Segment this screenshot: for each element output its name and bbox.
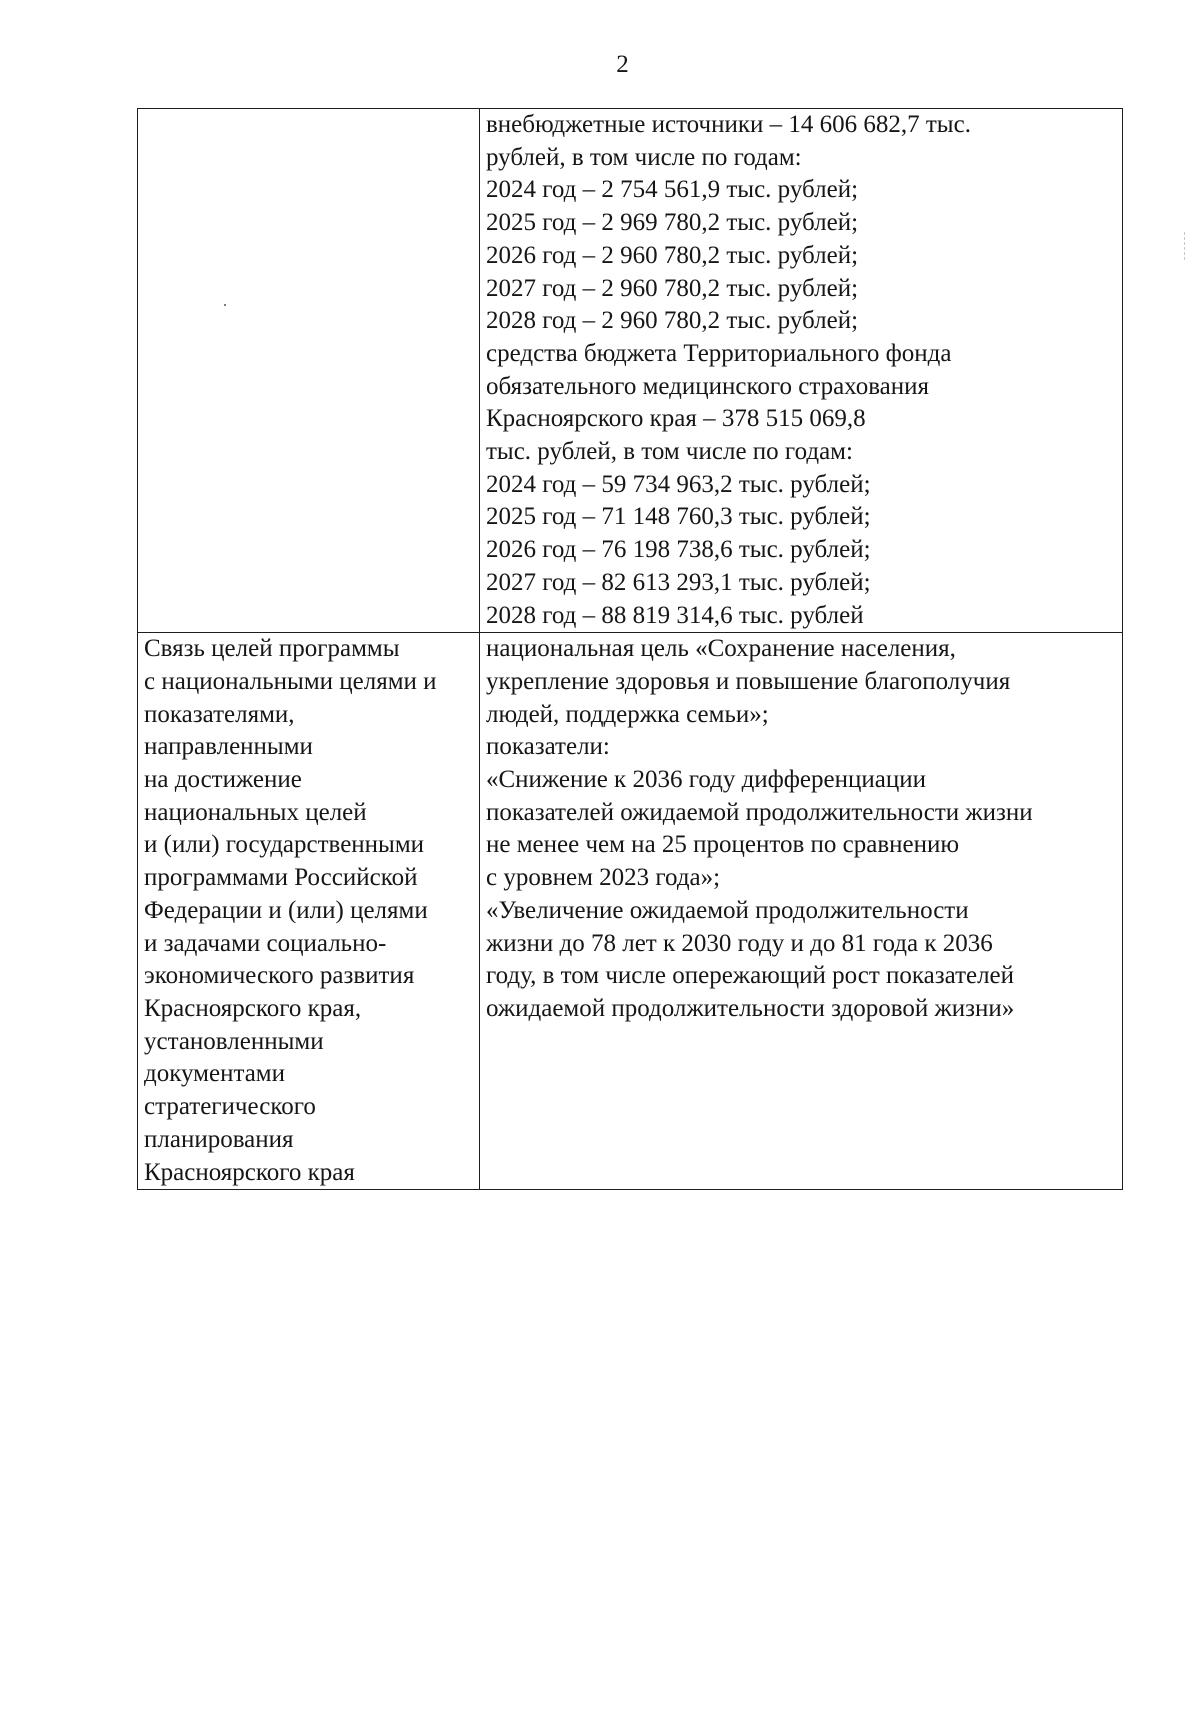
text-line: году, в том числе опережающий рост показателей	[485, 962, 1015, 990]
table-row-financing	[138, 109, 1123, 633]
row2-right-cell	[479, 633, 1122, 1190]
text-line: Красноярского края	[144, 1158, 355, 1186]
text-line: жизни до 78 лет к 2030 году и до 81 года к 2036	[485, 929, 993, 957]
text-line: 2028 год – 2 960 780,2 тыс. рублей;	[485, 307, 859, 335]
text-line: на достижение	[144, 766, 302, 794]
text-line: тыс. рублей, в том числе по годам:	[485, 438, 853, 466]
text-line: направленными	[144, 733, 313, 761]
text-line: стратегического	[144, 1093, 316, 1121]
text-line: Федерации и (или) целями	[144, 896, 428, 924]
text-line: 2024 год – 2 754 561,9 тыс. рублей;	[485, 176, 859, 204]
program-passport-table	[137, 108, 1123, 1190]
text-line: 2027 год – 2 960 780,2 тыс. рублей;	[485, 274, 859, 302]
text-line: ожидаемой продолжительности здоровой жизни»	[485, 994, 1015, 1022]
text-line: средства бюджета Территориального фонда	[485, 339, 952, 367]
text-line: 2025 год – 2 969 780,2 тыс. рублей;	[485, 209, 859, 237]
text-line: Связь целей программы	[144, 635, 400, 663]
text-line: 2024 год – 59 734 963,2 тыс. рублей;	[485, 470, 871, 498]
text-line: 2028 год – 88 819 314,6 тыс. рублей	[485, 601, 864, 629]
text-line: укрепление здоровья и повышение благополучия	[485, 667, 1011, 695]
row2-left-cell	[138, 633, 480, 1190]
text-line: «Увеличение ожидаемой продолжительности	[485, 896, 969, 924]
text-line: внебюджетные источники – 14 606 682,7 тыс.	[485, 111, 971, 138]
text-line: 2025 год – 71 148 760,3 тыс. рублей;	[485, 503, 871, 531]
text-line: с уровнем 2023 года»;	[485, 864, 721, 892]
table-row-national-goals	[138, 633, 1123, 1190]
page-number: 2	[616, 51, 629, 78]
text-line: документами	[144, 1060, 286, 1088]
text-line: национальных целей	[144, 798, 367, 826]
text-line: национальная цель «Сохранение населения,	[485, 635, 956, 663]
text-line: людей, поддержка семьи»;	[485, 700, 769, 728]
text-line: Красноярского края – 378 515 069,8	[485, 405, 866, 433]
text-line: показателей ожидаемой продолжительности жизни	[485, 798, 1033, 826]
row1-left-cell	[138, 109, 480, 633]
text-line: 2027 год – 82 613 293,1 тыс. рублей;	[485, 568, 871, 596]
row1-right-cell	[479, 109, 1122, 633]
text-line: программами Российской	[144, 864, 418, 892]
text-line: с национальными целями и	[144, 667, 437, 695]
text-line: экономического развития	[144, 962, 415, 990]
text-line: и (или) государственными	[144, 831, 425, 859]
text-line: обязательного медицинского страхования	[485, 372, 930, 400]
text-line: 2026 год – 2 960 780,2 тыс. рублей;	[485, 241, 859, 269]
scan-speck	[224, 304, 226, 306]
text-line: рублей, в том числе по годам:	[485, 143, 802, 171]
margin-scan-marks	[1184, 232, 1186, 260]
text-line: 2026 год – 76 198 738,6 тыс. рублей;	[485, 536, 871, 564]
text-line: «Снижение к 2036 году дифференциации	[485, 766, 926, 794]
text-line: планирования	[144, 1125, 294, 1153]
text-line: установленными	[144, 1027, 324, 1055]
text-line: не менее чем на 25 процентов по сравнению	[485, 831, 960, 859]
text-line: показателями,	[144, 700, 295, 728]
text-line: Красноярского края,	[144, 994, 362, 1022]
text-line: и задачами социально-	[144, 929, 387, 957]
text-line: показатели:	[485, 733, 610, 761]
